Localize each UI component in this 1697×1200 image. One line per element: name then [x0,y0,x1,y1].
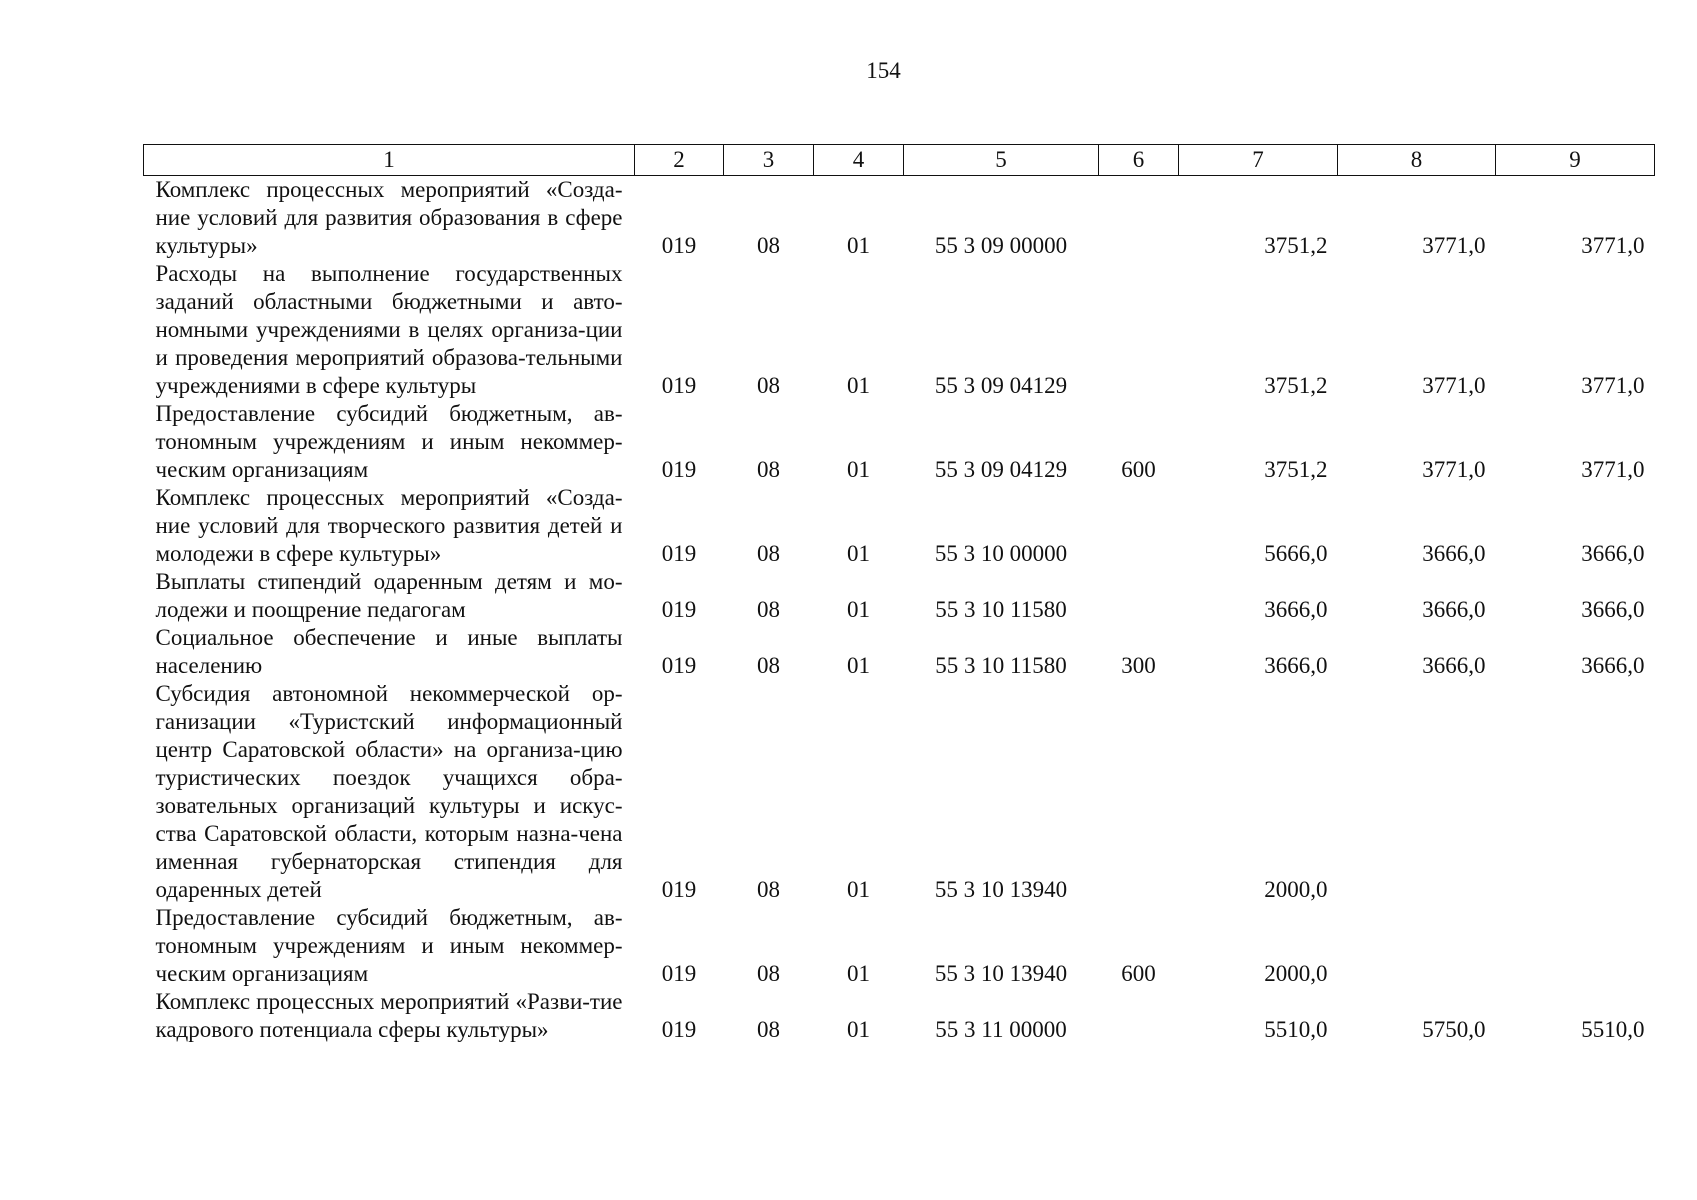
table-row [144,484,1655,568]
cell-gr: 019 [661,373,697,398]
column-header: 4 [814,145,904,176]
table-row [144,400,1655,484]
cell-v9: 3666,0 [1581,541,1645,566]
cell-v8 [1338,904,1496,988]
cell-v8 [1338,680,1496,904]
cell-rz: 08 [757,653,780,678]
cell-gr: 019 [661,233,697,258]
cell-csr: 55 3 10 13940 [934,877,1068,902]
cell-v9: 5510,0 [1581,1017,1645,1042]
cell-v8: 3771,0 [1422,373,1486,398]
cell-v7: 2000,0 [1264,961,1328,986]
cell-vr [1099,176,1179,261]
row-name: Предоставление субсидий бюджетным, ав-тономным учреждениям и иным некоммер-ческим организациям [155,401,623,482]
header-row [144,145,1655,176]
cell-v9 [1496,680,1655,904]
cell-gr: 019 [661,597,697,622]
column-header: 8 [1338,145,1496,176]
budget-table [143,144,1655,1044]
table-row [144,988,1655,1044]
cell-vr: 600 [1121,457,1156,482]
cell-csr: 55 3 09 00000 [934,233,1068,258]
cell-v7: 3666,0 [1264,597,1328,622]
cell-v7: 3751,2 [1264,373,1328,398]
cell-gr: 019 [661,961,697,986]
cell-pr: 01 [847,541,870,566]
cell-pr: 01 [847,457,870,482]
cell-pr: 01 [847,233,870,258]
cell-v8: 3771,0 [1422,457,1486,482]
cell-gr: 019 [661,653,697,678]
cell-pr: 01 [847,653,870,678]
cell-vr: 600 [1121,961,1156,986]
column-header: 5 [904,145,1099,176]
cell-rz: 08 [757,597,780,622]
row-name: Предоставление субсидий бюджетным, ав-тономным учреждениям и иным некоммер-ческим организациям [155,905,623,986]
page-number: 154 [866,58,901,83]
row-name: Комплекс процессных мероприятий «Разви-тие кадрового потенциала сферы культуры» [155,989,623,1042]
cell-rz: 08 [757,961,780,986]
cell-v7: 3751,2 [1264,457,1328,482]
column-header: 7 [1179,145,1338,176]
column-header: 9 [1496,145,1655,176]
cell-rz: 08 [757,457,780,482]
table-row [144,568,1655,624]
cell-vr: 300 [1121,653,1156,678]
cell-v9: 3666,0 [1581,653,1645,678]
cell-pr: 01 [847,1017,870,1042]
column-header: 3 [724,145,814,176]
cell-csr: 55 3 10 11580 [935,597,1067,622]
cell-v9: 3771,0 [1581,373,1645,398]
cell-gr: 019 [661,457,697,482]
cell-v7: 3751,2 [1264,233,1328,258]
cell-v8: 3666,0 [1422,597,1486,622]
cell-vr [1099,988,1179,1044]
cell-csr: 55 3 10 11580 [935,653,1067,678]
cell-v8: 5750,0 [1422,1017,1486,1042]
cell-rz: 08 [757,877,780,902]
cell-gr: 019 [661,877,697,902]
cell-pr: 01 [847,373,870,398]
table-row [144,680,1655,904]
cell-v9: 3771,0 [1581,457,1645,482]
row-name: Выплаты стипендий одаренным детям и мо-лодежи и поощрение педагогам [155,569,623,622]
table-row [144,260,1655,400]
cell-v8: 3666,0 [1422,653,1486,678]
cell-csr: 55 3 09 04129 [934,373,1068,398]
cell-pr: 01 [847,597,870,622]
cell-v7: 3666,0 [1264,653,1328,678]
cell-v9 [1496,904,1655,988]
cell-vr [1099,568,1179,624]
cell-rz: 08 [757,373,780,398]
cell-v7: 5666,0 [1264,541,1328,566]
table-row [144,904,1655,988]
cell-v8: 3666,0 [1422,541,1486,566]
cell-v9: 3666,0 [1581,597,1645,622]
cell-pr: 01 [847,961,870,986]
row-name: Социальное обеспечение и иные выплаты населению [155,625,623,678]
row-name: Расходы на выполнение государственных заданий областными бюджетными и авто-номными учреждениями в целях организа-ции и проведения мероприятий образова-тельными учреждениями в сфере культуры [155,261,623,398]
cell-vr [1099,484,1179,568]
table-row [144,624,1655,680]
cell-rz: 08 [757,233,780,258]
cell-vr [1099,680,1179,904]
cell-v7: 5510,0 [1264,1017,1328,1042]
cell-gr: 019 [661,541,697,566]
cell-v8: 3771,0 [1422,233,1486,258]
table-row [144,176,1655,261]
column-header: 1 [144,145,635,176]
cell-v9: 3771,0 [1581,233,1645,258]
cell-rz: 08 [757,541,780,566]
row-name: Комплекс процессных мероприятий «Созда-ние условий для развития образования в сфере культуры» [155,177,623,258]
row-name: Комплекс процессных мероприятий «Созда-ние условий для творческого развития детей и молодежи в сфере культуры» [155,485,623,566]
cell-rz: 08 [757,1017,780,1042]
cell-csr: 55 3 11 00000 [935,1017,1067,1042]
row-name: Субсидия автономной некоммерческой ор-ганизации «Туристский информационный центр Саратовской области» на организа-цию туристических поездок учащихся обра-зовательных организаций культуры и искус-ства Саратовской области, которым назна-чена именная губернаторская стипендия для одаренных детей [155,681,623,902]
cell-pr: 01 [847,877,870,902]
cell-csr: 55 3 09 04129 [934,457,1068,482]
cell-vr [1099,260,1179,400]
cell-csr: 55 3 10 13940 [934,961,1068,986]
column-header: 2 [635,145,724,176]
cell-gr: 019 [661,1017,697,1042]
column-header: 6 [1099,145,1179,176]
cell-v7: 2000,0 [1264,877,1328,902]
cell-csr: 55 3 10 00000 [934,541,1068,566]
